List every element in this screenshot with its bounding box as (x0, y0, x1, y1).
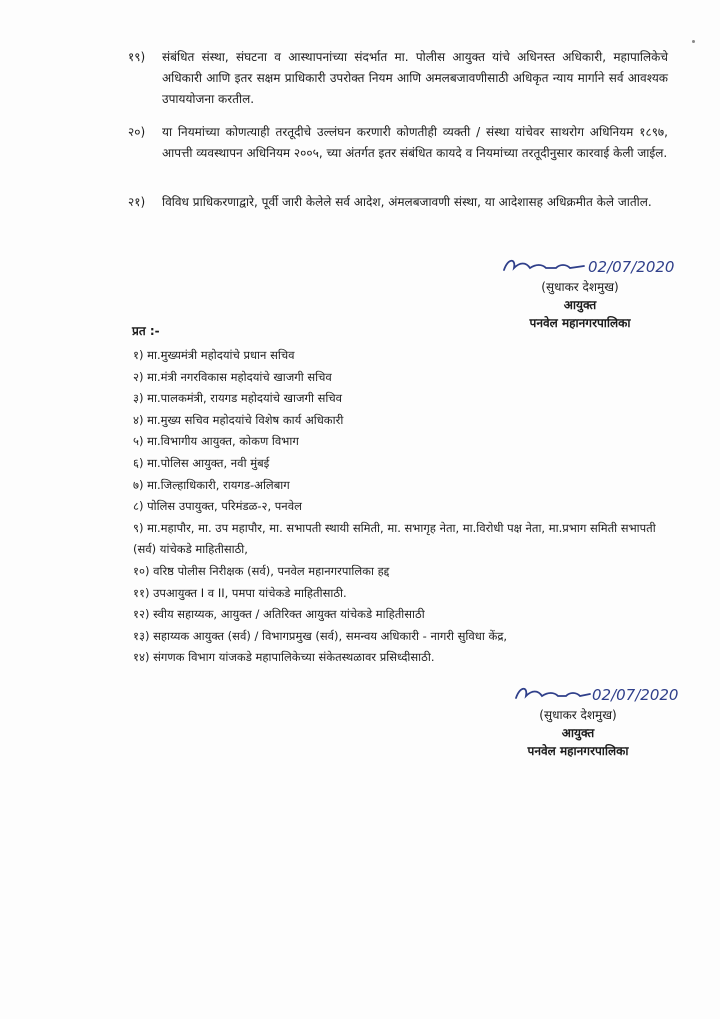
list-item: २) मा.मंत्री नगरविकास महोदयांचे खाजगी सचिव (133, 369, 332, 384)
list-item: ११) उपआयुक्त I व II, पमपा यांचेकडे माहितीसाठी. (133, 585, 347, 600)
clause-19 (128, 47, 668, 110)
list-item: १३) सहाय्यक आयुक्त (सर्व) / विभागप्रमुख (सर्व), समन्वय अधिकारी - नागरी सुविधा केंद्र, (133, 628, 508, 643)
clause-number: १९) (128, 50, 146, 64)
list-item: ५) मा.विभागीय आयुक्त, कोकण विभाग (133, 434, 299, 449)
signatory-office: पनवेल महानगरपालिका (527, 744, 629, 758)
list-item: १) मा.मुख्यमंत्री महोदयांचे प्रधान सचिव (133, 348, 295, 362)
signature-block-1 (480, 252, 680, 332)
list-item: ८) पोलिस उपायुक्त, परिमंडळ-२, पनवेल (133, 499, 302, 514)
clause-21 (128, 192, 668, 213)
list-item: ७) मा.जिल्हाधिकारी, रायगड-अलिबाग (133, 477, 290, 492)
signature-block-2 (478, 680, 678, 760)
list-item: ९) मा.महापौर, मा. उप महापौर, मा. सभापती स्थायी समिती, मा. सभागृह नेता, मा.विरोधी पक्ष नेता, मा.प्रभाग समिती सभापती (सर्व) यांचेकडे माहितीसाठी, (133, 520, 656, 557)
list-item: १४) संगणक विभाग यांजकडे महापालिकेच्या संकेतस्थळावर प्रसिध्दीसाठी. (133, 650, 435, 665)
copy-to-heading: प्रत :- (132, 324, 160, 338)
copy-to-list (133, 345, 673, 669)
list-item: १०) वरिष्ठ पोलीस निरीक्षक (सर्व), पनवेल महानगरपालिका हद्द (133, 563, 390, 578)
list-item: १२) स्वीय सहाय्यक, आयुक्त / अतिरिक्त आयुक्त यांचेकडे माहितीसाठी (133, 607, 425, 622)
list-item: ४) मा.मुख्य सचिव महोदयांचे विशेष कार्य अधिकारी (133, 412, 344, 427)
signatory-designation: आयुक्त (561, 726, 595, 740)
signatory-designation: आयुक्त (563, 298, 597, 312)
list-item: ३) मा.पालकमंत्री, रायगड महोदयांचे खाजगी सचिव (133, 391, 343, 406)
clause-20 (128, 122, 668, 164)
clause-number: २१) (128, 195, 146, 209)
signatory-office: पनवेल महानगरपालिका (529, 316, 631, 330)
scan-mark (692, 40, 695, 43)
handwritten-signature (478, 680, 678, 706)
clause-text: या नियमांच्या कोणत्याही तरतूदीचे उल्लंघन करणारी कोणतीही व्यक्ती / संस्था यांचेवर साथरोग अधिनियम १८९७, आपत्ती व्यवस्थापन अधिनियम २००५, च्या अंतर्गत इतर संबंधित कायदे व नियमांच्या तरतूदीनुसार कारवाई केली जाईल. (162, 125, 668, 160)
clause-text: संबंधित संस्था, संघटना व आस्थापनांच्या संदर्भात मा. पोलीस आयुक्त यांचे अधिनस्त अधिकारी, महापालिकेचे अधिकारी आणि इतर सक्षम प्राधिकारी उपरोक्त नियम आणि अमलबजावणीसाठी अधिकृत न्याय मार्गाने सर्व आवश्यक उपाययोजना करतील. (162, 50, 668, 106)
list-item: ६) मा.पोलिस आयुक्त, नवी मुंबई (133, 455, 270, 470)
signatory-name: (सुधाकर देशमुख) (541, 280, 619, 294)
handwritten-signature (480, 252, 680, 278)
signatory-name: (सुधाकर देशमुख) (539, 708, 617, 722)
clause-text: विविध प्राधिकरणाद्वारे, पूर्वी जारी केलेले सर्व आदेश, अंमलबजावणी संस्था, या आदेशासह अधिक्रमीत केले जातील. (162, 195, 652, 209)
svg-text:02/07/2020: 02/07/2020 (588, 258, 675, 276)
svg-text:02/07/2020: 02/07/2020 (592, 686, 678, 704)
clause-number: २०) (128, 125, 146, 139)
